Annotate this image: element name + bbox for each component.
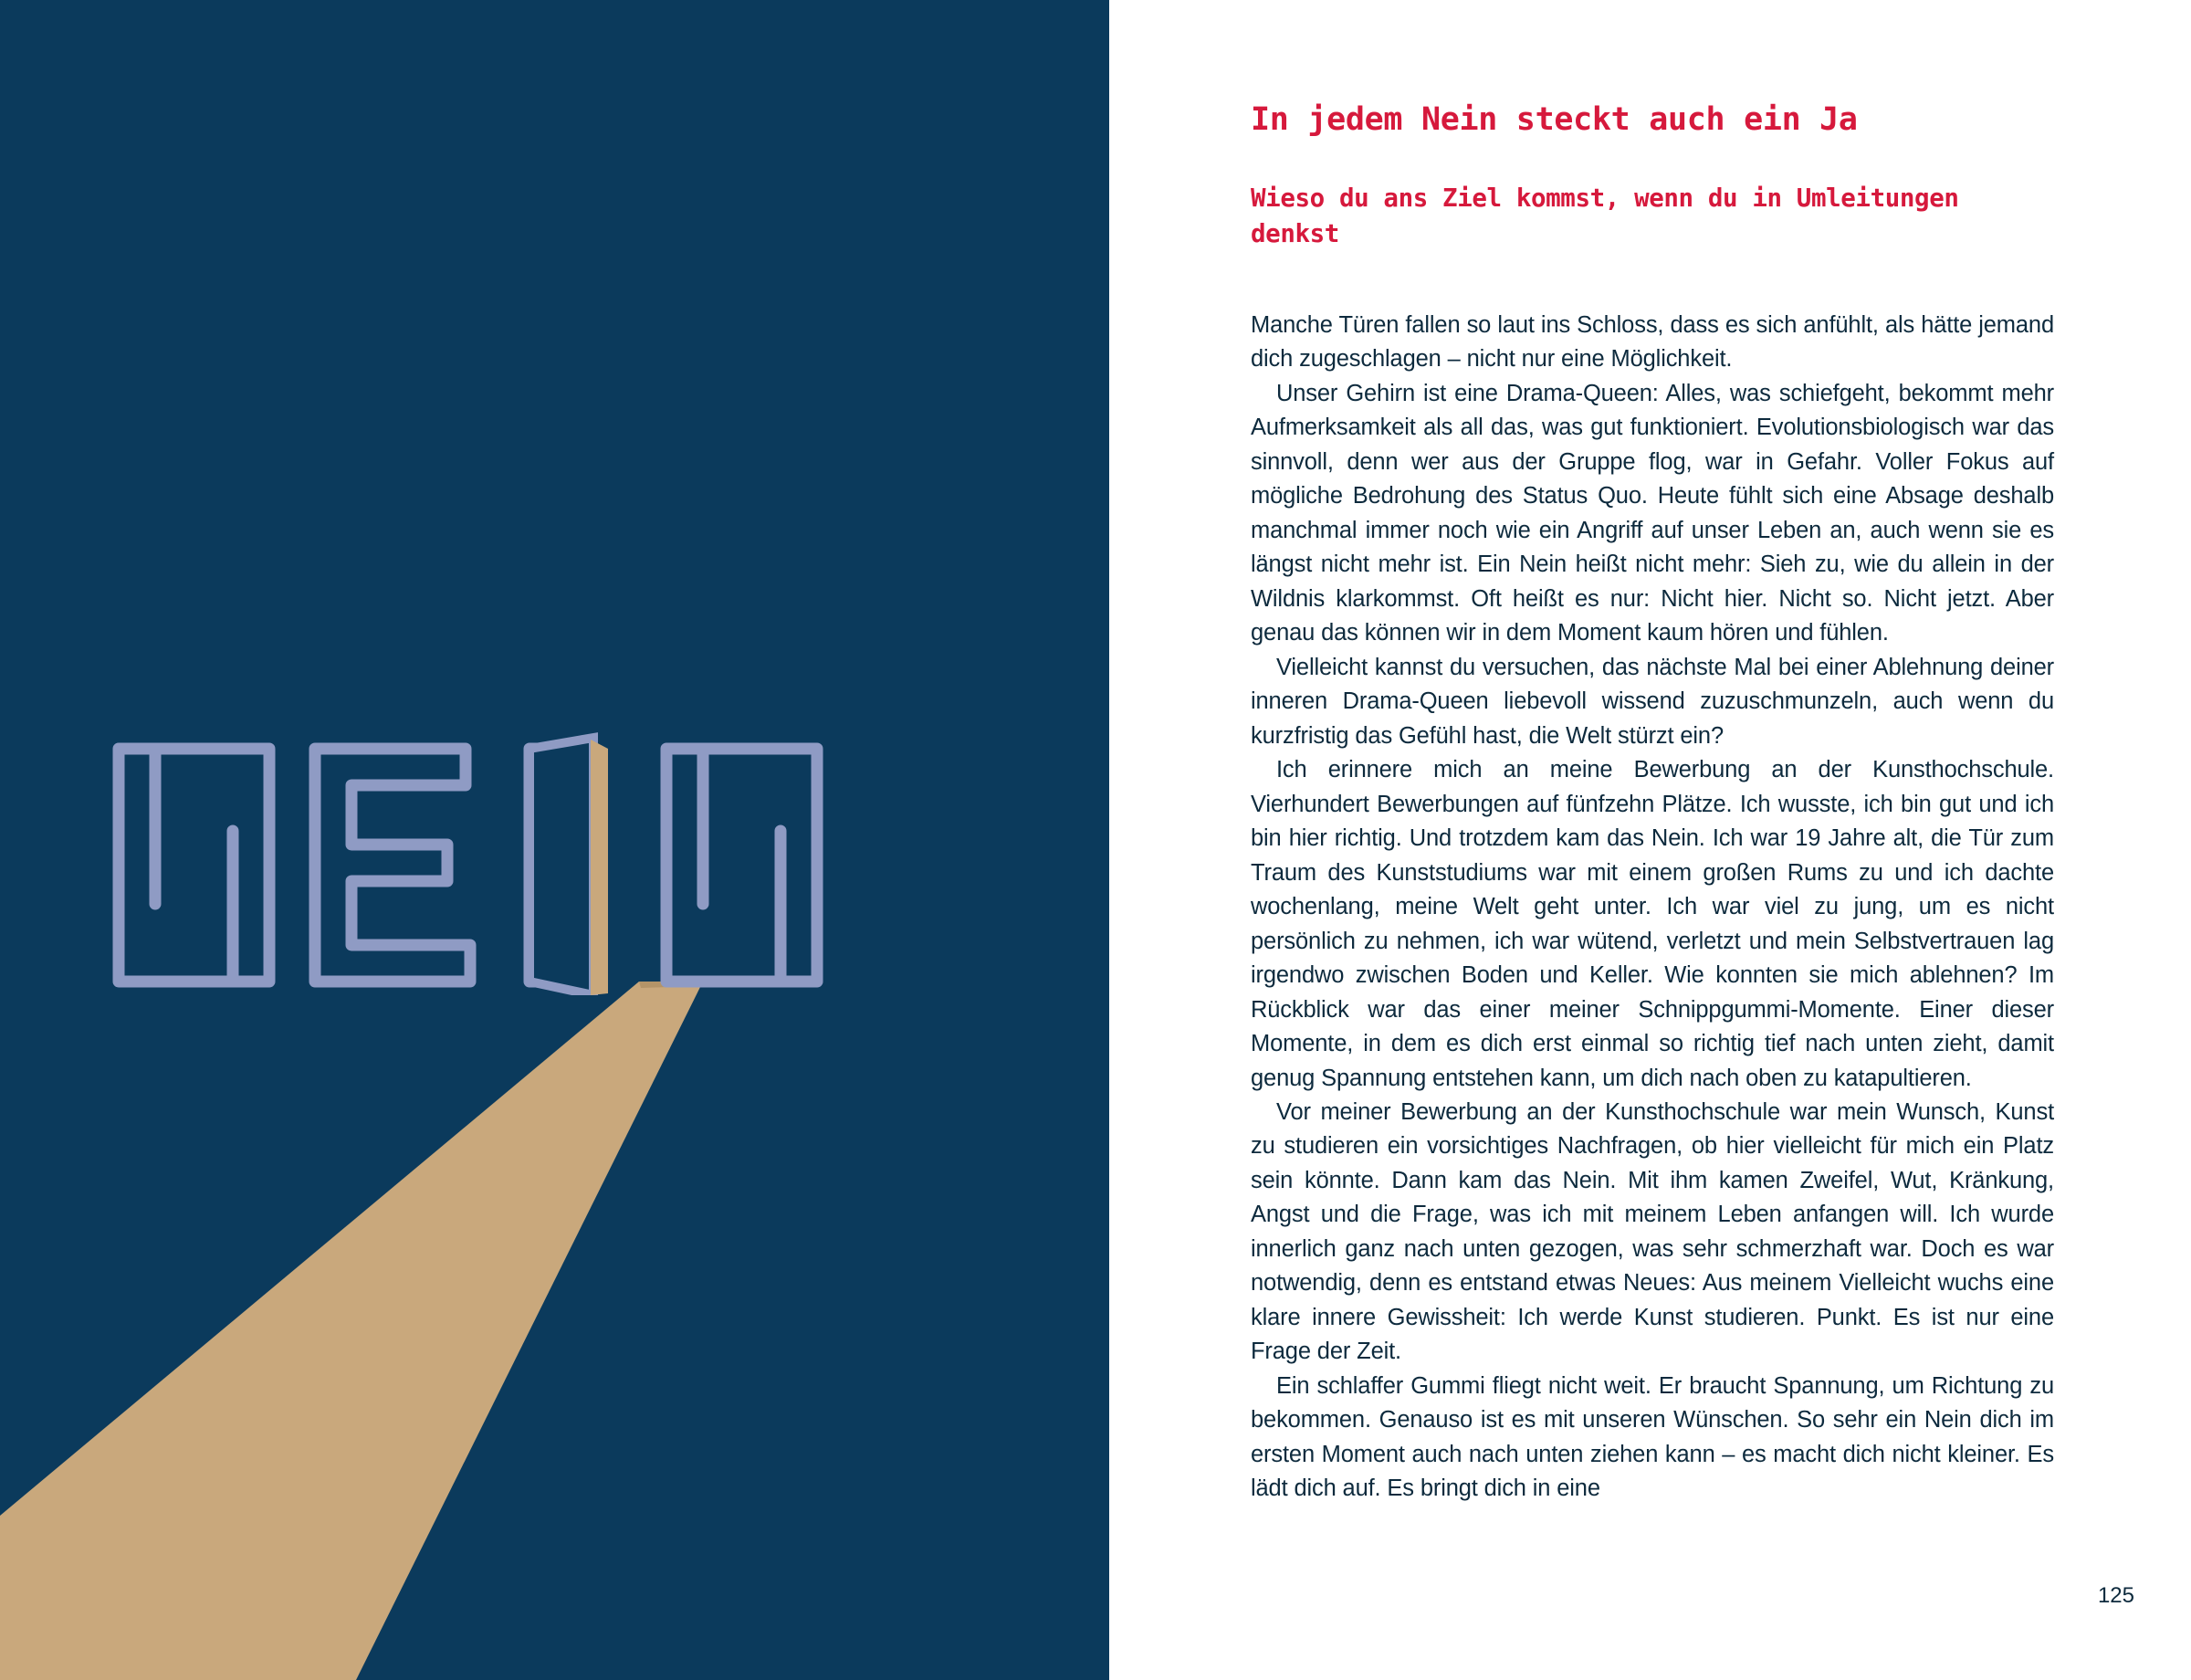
paragraph: Vielleicht kannst du versuchen, das nächste Mal bei einer Ablehnung deiner inneren Drama-Queen liebevoll wissend zuzuschmunzeln, auch wenn du kurzfristig das Gefühl hast, die Welt stürzt ein? bbox=[1251, 654, 2054, 749]
paragraph: Unser Gehirn ist eine Drama-Queen: Alles, was schiefgeht, bekommt mehr Aufmerksamkeit als all das, was gut funktioniert. Evolutionsbiologisch war das sinnvoll, denn wer aus der Gruppe flog, war in Gefahr. Voller Fokus auf mögliche Bedrohung des Status Quo. Heute fühlt sich eine Absage deshalb manchmal immer noch wie ein Angriff auf unser Leben an, auch wenn sie es längst nicht mehr ist. Ein Nein heißt nicht mehr: Sieh zu, wie du allein in der Wildnis klarkommst. Oft heißt es nur: Nicht hier. Nicht so. Nicht jetzt. Aber genau das können wir in dem Moment kaum hören und fühlen. bbox=[1251, 380, 2054, 646]
paragraph: Ein schlaffer Gummi fliegt nicht weit. Er braucht Spannung, um Richtung zu bekommen. Genauso ist es mit unseren Wünschen. So sehr ein Nein dich im ersten Moment auch nach unten ziehen kann – es macht dich nicht kleiner. Es lädt dich auf. Es bringt dich in eine bbox=[1251, 1372, 2054, 1502]
body-text bbox=[1251, 309, 2054, 1507]
chapter-subtitle: Wieso du ans Ziel kommst, wenn du in Umleitungen denkst bbox=[1251, 183, 1959, 248]
page-number: 125 bbox=[2097, 1583, 2134, 1608]
nein-word-graphic bbox=[100, 721, 977, 995]
open-door-graphic bbox=[529, 738, 608, 995]
paragraph: Vor meiner Bewerbung an der Kunsthochschule war mein Wunsch, Kunst zu studieren ein vorsichtiges Nachfragen, ob hier vielleicht für mich ein Platz sein könnte. Dann kam das Nein. Mit ihm kamen Zweifel, Wut, Kränkung, Angst und die Frage, was ich mit meinem Leben anfangen will. Ich wurde innerlich ganz nach unten gezogen, was sehr schmerzhaft war. Doch es war notwendig, denn es entstand etwas Neues: Aus meinem Vielleicht wuchs eine klare innere Gewissheit: Ich werde Kunst studieren. Punkt. Es ist nur eine Frage der Zeit. bbox=[1251, 1098, 2054, 1365]
right-page-text bbox=[1109, 0, 2191, 1680]
chapter-title: In jedem Nein steckt auch ein Ja bbox=[1251, 101, 1858, 138]
paragraph: Ich erinnere mich an meine Bewerbung an der Kunsthochschule. Vierhundert Bewerbungen auf fünfzehn Plätze. Ich wusste, ich bin gut und ich bin hier richtig. Und trotzdem kam das Nein. Ich war 19 Jahre alt, die Tür zum Traum des Kunststudiums war mit einem großen Rums zu und ich dachte wochenlang, meine Welt geht unter. Ich war viel zu jung, um es nicht persönlich zu nehmen, ich war wütend, verletzt und mein Selbstvertrauen lag irgendwo zwischen Boden und Keller. Wie konnten sie mich ablehnen? Im Rückblick war das einer meiner Schnippgummi-Momente. Einer dieser Momente, in dem es dich erst einmal so richtig tief nach unten zieht, damit genug Spannung entstehen kann, um dich nach oben zu katapultieren. bbox=[1251, 757, 2054, 1091]
text-column bbox=[1251, 100, 2054, 1507]
paragraph: Manche Türen fallen so laut ins Schloss, dass es sich anfühlt, als hätte jemand dich zugeschlagen – nicht nur eine Möglichkeit. bbox=[1251, 311, 2054, 373]
